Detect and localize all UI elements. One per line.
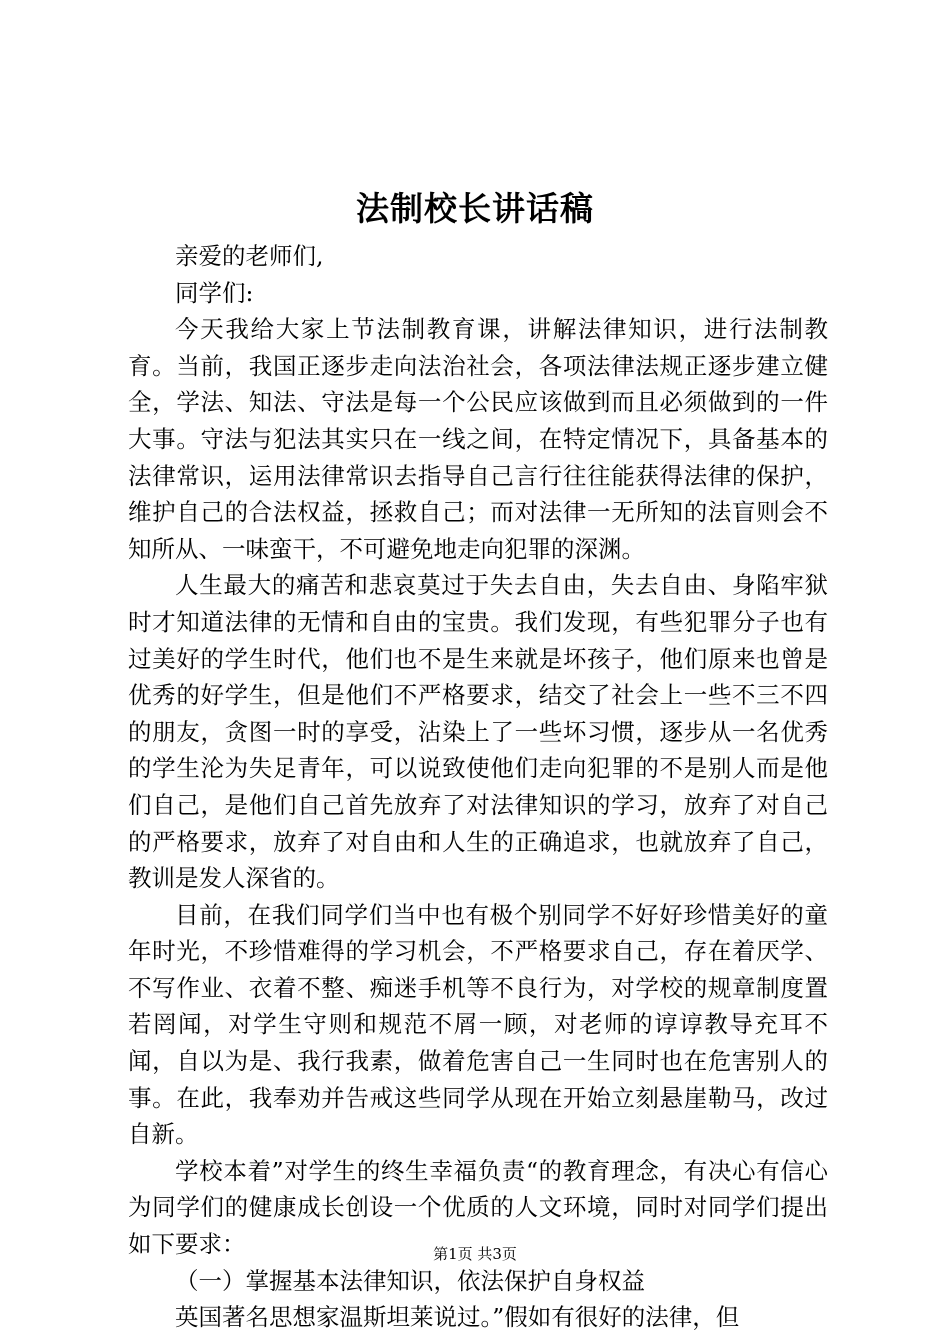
paragraph-school-requirements: 学校本着”对学生的终生幸福负责“的教育理念，有决心有信心为同学们的健康成长创设一个优质的人文环境，同时对同学们提出如下要求： (128, 1156, 828, 1259)
paragraph-intro: 今天我给大家上节法制教育课，讲解法律知识，进行法制教育。当前，我国正逐步走向法治社会，各项法律法规正逐步建立健全，学法、知法、守法是每一个公民应该做到而且必须做到的一件大事。守法与犯法其实只在一线之间，在特定情况下，具备基本的法律常识，运用法律常识去指导自己言行往往能获得法律的保护，维护自己的合法权益，拯救自己；而对法律一无所知的法盲则会不知所从、一味蛮干，不可避免地走向犯罪的深渊。 (128, 315, 828, 563)
document-body (128, 238, 828, 1336)
paragraph-quote: 英国著名思想家温斯坦莱说过。”假如有很好的法律，但 (175, 1303, 740, 1332)
salutation-students: 同学们: (175, 278, 254, 307)
section-heading-1: （一）掌握基本法律知识，依法保护自身权益 (175, 1266, 645, 1295)
document-title: 法制校长讲话稿 (356, 189, 594, 228)
paragraph-current-issues: 目前，在我们同学们当中也有极个别同学不好好珍惜美好的童年时光，不珍惜难得的学习机会，不严格要求自己，存在着厌学、不写作业、衣着不整、痴迷手机等不良行为，对学校的规章制度置若罔闻，对学生守则和规范不屑一顾，对老师的谆谆教导充耳不闻，自以为是、我行我素，做着危害自己一生同时也在危害别人的事。在此，我奉劝并告戒这些同学从现在开始立刻悬崖勒马，改过自新。 (128, 900, 828, 1149)
salutation-teachers: 亲爱的老师们, (175, 242, 324, 270)
page-number-footer: 第1页 共3页 (433, 1245, 517, 1263)
paragraph-freedom: 人生最大的痛苦和悲哀莫过于失去自由，失去自由、身陷牢狱时才知道法律的无情和自由的宝贵。我们发现，有些犯罪分子也有过美好的学生时代，他们也不是生来就是坏孩子，他们原来也曾是优秀的好学生，但是他们不严格要求，结交了社会上一些不三不四的朋友，贪图一时的享受，沾染上了一些坏习惯，逐步从一名优秀的学生沦为失足青年，可以说致使他们走向犯罪的不是别人而是他们自己，是他们自己首先放弃了对法律知识的学习，放弃了对自己的严格要求，放弃了对自由和人生的正确追求，也就放弃了自己，教训是发人深省的。 (128, 571, 828, 893)
